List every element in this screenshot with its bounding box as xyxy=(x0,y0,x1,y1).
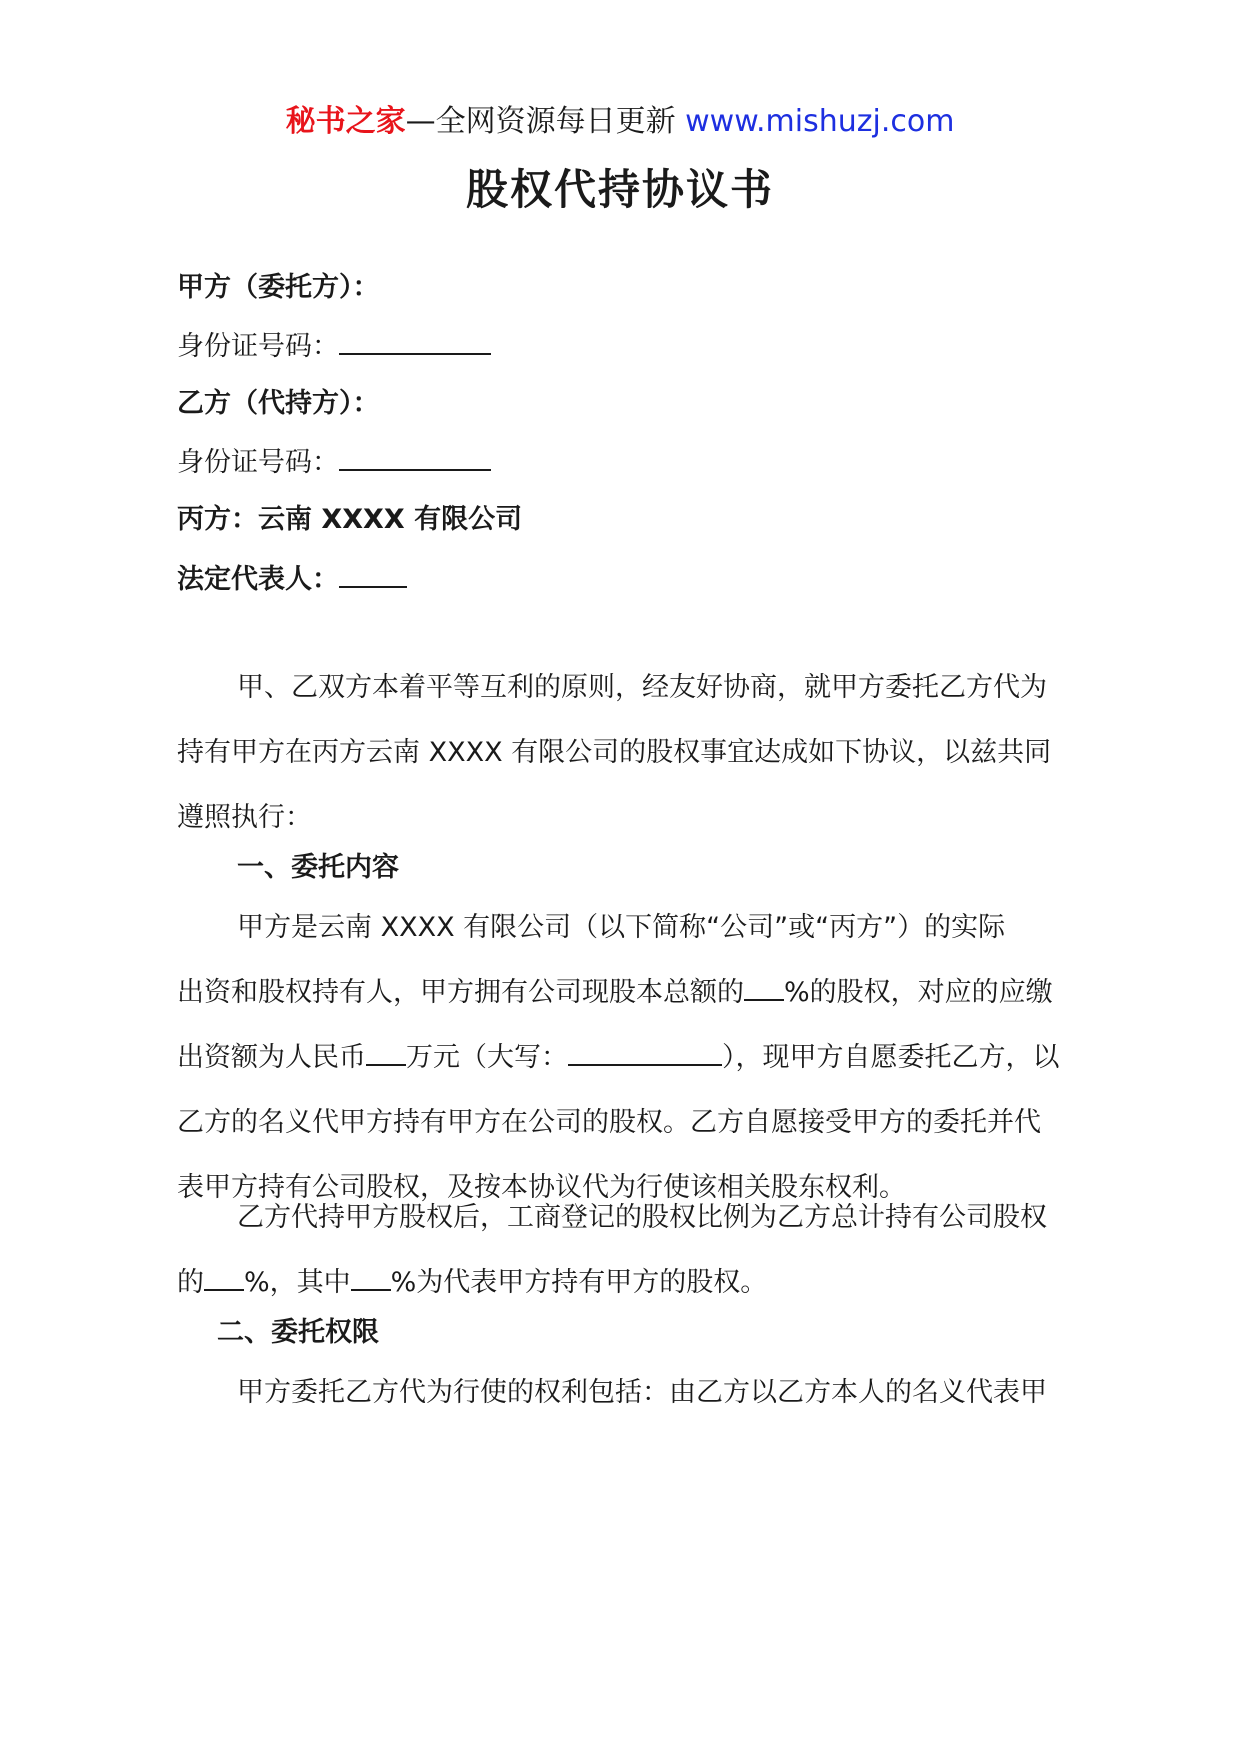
s1p1-line-2 xyxy=(177,960,1123,1025)
party-a-id-blank xyxy=(339,325,491,355)
s1p2-line-2-text-b: %，其中 xyxy=(244,1267,351,1298)
intro-line-2: 持有甲方在丙方云南 XXXX 有限公司的股权事宜达成如下协议，以兹共同 xyxy=(177,737,1052,768)
s1p1-line-3-text-c: ），现甲方自愿委托乙方，以 xyxy=(722,1042,1060,1073)
legal-rep-label: 法定代表人： xyxy=(177,564,339,595)
s1p1-line-2-text-b: %的股权，对应的应缴 xyxy=(784,977,1053,1008)
section-2-paragraph-1 xyxy=(177,1360,1123,1425)
site-name: 秘书之家 xyxy=(285,104,406,139)
site-banner xyxy=(0,100,1240,144)
party-b-id-row xyxy=(177,441,491,483)
s2p1-line-1: 甲方委托乙方代为行使的权利包括：由乙方以乙方本人的名义代表甲 xyxy=(237,1377,1047,1408)
intro-line-3: 遵照执行： xyxy=(177,802,312,833)
s1p1-line-2-text-a: 出资和股权持有人，甲方拥有公司现股本总额的 xyxy=(177,977,744,1008)
intro-line-1: 甲、乙双方本着平等互利的原则，经友好协商，就甲方委托乙方代为 xyxy=(237,672,1047,703)
section-1-paragraph-1 xyxy=(177,895,1123,1220)
s1p1-line-3-text-b: 万元（大写： xyxy=(406,1042,568,1073)
section-1-paragraph-2 xyxy=(177,1185,1123,1315)
party-b-label: 乙方（代持方）： xyxy=(177,388,380,419)
party-a-id-row xyxy=(177,325,491,367)
s1p1-line-1: 甲方是云南 XXXX 有限公司（以下简称“公司”或“丙方”）的实际 xyxy=(237,912,1006,943)
section-2-heading: 二、委托权限 xyxy=(217,1317,379,1348)
site-url-link[interactable]: www.mishuzj.com xyxy=(685,104,955,139)
s1p1-line-4: 乙方的名义代甲方持有甲方在公司的股权。乙方自愿接受甲方的委托并代 xyxy=(177,1107,1041,1138)
intro-paragraph xyxy=(177,655,1123,850)
s1p1-line-3 xyxy=(177,1025,1123,1090)
s1p1-line-3-text-a: 出资额为人民币 xyxy=(177,1042,366,1073)
document-title: 股权代持协议书 xyxy=(465,165,774,214)
s1p2-line-2-text-c: %为代表甲方持有甲方的股权。 xyxy=(390,1267,768,1298)
party-a-id-label: 身份证号码： xyxy=(177,331,339,362)
capital-amount-blank xyxy=(366,1036,406,1066)
party-a-label: 甲方（委托方）： xyxy=(177,272,380,303)
capital-uppercase-blank xyxy=(568,1036,722,1066)
s1p1-line-5: 表甲方持有公司股权，及按本协议代为行使该相关股东权利。 xyxy=(177,1172,906,1203)
total-percent-blank xyxy=(204,1261,244,1291)
s1p2-line-2 xyxy=(177,1250,1123,1315)
legal-rep-blank xyxy=(339,558,407,588)
party-c-label: 丙方：云南 XXXX 有限公司 xyxy=(177,504,523,535)
party-b-id-label: 身份证号码： xyxy=(177,447,339,478)
party-b-id-blank xyxy=(339,441,491,471)
share-percent-blank xyxy=(744,971,784,1001)
s1p2-line-1: 乙方代持甲方股权后，工商登记的股权比例为乙方总计持有公司股权 xyxy=(237,1202,1047,1233)
entrusted-percent-blank xyxy=(351,1261,391,1291)
section-1-heading: 一、委托内容 xyxy=(237,852,399,883)
site-slogan: —全网资源每日更新 xyxy=(405,104,676,139)
legal-rep-row xyxy=(177,558,407,600)
s1p2-line-2-text-a: 的 xyxy=(177,1267,204,1298)
